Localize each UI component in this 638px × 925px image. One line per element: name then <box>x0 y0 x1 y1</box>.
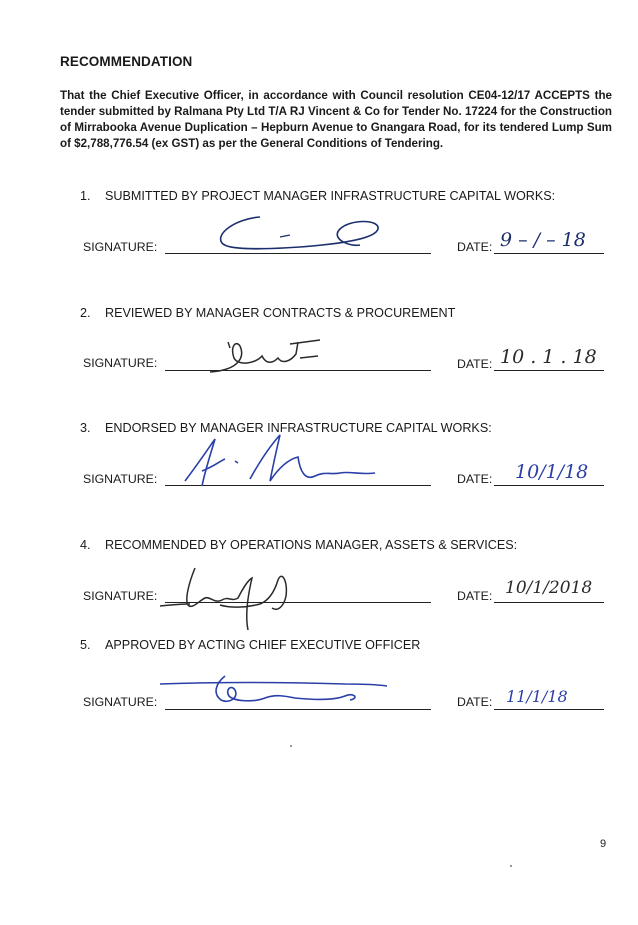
approval-step-approved <box>0 638 638 728</box>
scan-speck <box>290 745 292 747</box>
step-title <box>80 189 555 203</box>
step-number: 4. <box>80 538 91 552</box>
approval-step-submitted <box>0 189 638 279</box>
step-title <box>80 306 455 320</box>
date-label: DATE: <box>457 589 493 603</box>
signature-label: SIGNATURE: <box>83 240 158 254</box>
signature-label: SIGNATURE: <box>83 356 158 370</box>
step-title <box>80 638 420 652</box>
approval-step-reviewed <box>0 306 638 396</box>
step-number: 3. <box>80 421 91 435</box>
handwritten-date: 10/1/18 <box>515 461 589 483</box>
step-title <box>80 538 517 552</box>
date-line <box>494 253 604 254</box>
recommendation-text: That the Chief Executive Officer, in accordance with Council resolution CE04-12/17 ACCEPTS the tender submitted by Ralmana Pty Ltd T/A RJ Vincent & Co for Tender No. 17224 for the Construction of Mirrabooka Avenue Duplication – Hepburn Avenue to Gnangara Road, for its tendered Lump Sum of $2,788,776.54 (ex GST) as per the General Conditions of Tendering. <box>60 89 612 150</box>
step-number: 1. <box>80 189 91 203</box>
date-line <box>494 485 604 486</box>
signature-image <box>210 209 390 259</box>
handwritten-date: 9 – / – 18 <box>500 229 586 251</box>
page-number: 9 <box>600 838 607 850</box>
step-title-text: REVIEWED BY MANAGER CONTRACTS & PROCUREMENT <box>105 306 456 320</box>
step-title-text: RECOMMENDED BY OPERATIONS MANAGER, ASSETS & SERVICES: <box>105 538 518 552</box>
handwritten-date: 11/1/18 <box>506 687 568 706</box>
step-number: 2. <box>80 306 91 320</box>
approval-step-recommended <box>0 538 638 628</box>
handwritten-date: 10/1/2018 <box>505 578 593 598</box>
handwritten-date: 10 . 1 . 18 <box>500 346 597 368</box>
signature-label: SIGNATURE: <box>83 695 158 709</box>
signature-label: SIGNATURE: <box>83 472 158 486</box>
signature-image <box>200 336 350 376</box>
signature-image <box>180 431 380 491</box>
scan-speck <box>510 865 512 867</box>
step-number: 5. <box>80 638 91 652</box>
date-label: DATE: <box>457 240 493 254</box>
step-title-text: SUBMITTED BY PROJECT MANAGER INFRASTRUCTURE CAPITAL WORKS: <box>105 189 556 203</box>
date-label: DATE: <box>457 695 493 709</box>
date-line <box>494 602 604 603</box>
step-title-text: ENDORSED BY MANAGER INFRASTRUCTURE CAPITAL WORKS: <box>105 421 492 435</box>
date-label: DATE: <box>457 472 493 486</box>
date-line <box>494 370 604 371</box>
approval-step-endorsed <box>0 421 638 511</box>
date-label: DATE: <box>457 357 493 371</box>
recommendation-heading: RECOMMENDATION <box>60 54 193 69</box>
signature-image <box>155 670 395 710</box>
signature-image <box>160 560 310 632</box>
date-line <box>494 709 604 710</box>
step-title-text: APPROVED BY ACTING CHIEF EXECUTIVE OFFICER <box>105 638 421 652</box>
signature-label: SIGNATURE: <box>83 589 158 603</box>
